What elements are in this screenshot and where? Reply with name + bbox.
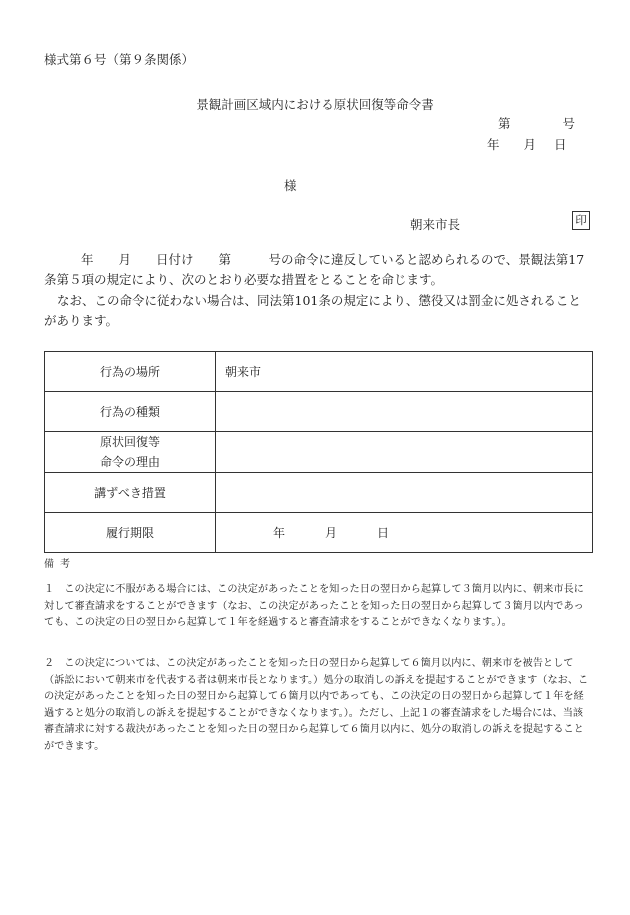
issue-date-line: [487, 135, 567, 153]
row-value-activity-type: [216, 392, 593, 432]
row-label-location: 行為の場所: [45, 352, 216, 392]
row-value-location: 朝来市: [216, 352, 593, 392]
penalty-paragraph: なお、この命令に従わない場合は、同法第101条の規定により、懲役又は罰金に処されることがあります。: [44, 293, 581, 328]
table-row: [45, 473, 593, 513]
date-month: 月: [523, 137, 537, 152]
table-row: [45, 513, 593, 553]
remarks-label: 備考: [44, 559, 76, 570]
row-value-deadline: [216, 513, 593, 553]
deadline-day: 日: [377, 526, 390, 540]
row-label-reason: [45, 432, 216, 473]
row-value-reason: [216, 432, 593, 473]
form-label: 様式第６号（第９条関係）: [44, 52, 195, 67]
row-label-activity-type: 行為の種類: [45, 392, 216, 432]
row-label-deadline: 履行期限: [45, 513, 216, 553]
seal-mark: 印: [572, 211, 590, 230]
table-row: [45, 392, 593, 432]
addressee-suffix: 様: [284, 178, 297, 193]
row-value-measures: [216, 473, 593, 513]
table-row: [45, 432, 593, 473]
deadline-year: 年: [273, 526, 286, 540]
issuer-name: 朝来市長: [410, 217, 461, 232]
note-appeal: １ この決定に不服がある場合には、この決定があったことを知った日の翌日から起算して３箇月以内に、朝来市長に対して審査請求をすることができます（なお、この決定があったことを知った日の翌日から起算して３箇月以内であっても、この決定の日の翌日から起算して１年を経過すると審査請求をすることができなくなります。）。: [44, 584, 584, 628]
date-day: 日: [554, 137, 567, 152]
reason-label-line1: 原状回復等: [99, 435, 160, 449]
reason-label-line2: 命令の理由: [99, 455, 160, 469]
document-title: 景観計画区域内における原状回復等命令書: [196, 97, 434, 112]
table-row: [45, 352, 593, 392]
number-suffix: 号: [562, 116, 576, 131]
note-lawsuit: ２ この決定については、この決定があったことを知った日の翌日から起算して６箇月以内に、朝来市を被告として（訴訟において朝来市を代表する者は朝来市長となります。）処分の取消しの訴えを提起することができます（なお、この決定があったことを知った日の翌日から起算して６箇月以内であっても、この決定の日の翌日から起算して１年を経過すると処分の取消しの訴えを提起することができなくなります。）。ただし、上記１の審査請求をした場合には、当該審査請求に対する裁決があったことを知った日の翌日から起算して６箇月以内に、処分の取消しの訴えを提起することができます。: [44, 658, 589, 752]
number-prefix: 第: [498, 116, 511, 131]
order-paragraph: 年 月 日付け 第 号の命令に違反していると認められるので、景観法第17条第５項の規定により、次のとおり必要な措置をとることを命じます。: [44, 252, 585, 287]
order-details-table: [44, 351, 593, 553]
document-number-line: [498, 114, 575, 132]
date-year: 年: [487, 137, 500, 152]
deadline-month: 月: [325, 526, 338, 540]
row-label-measures: 講ずべき措置: [45, 473, 216, 513]
